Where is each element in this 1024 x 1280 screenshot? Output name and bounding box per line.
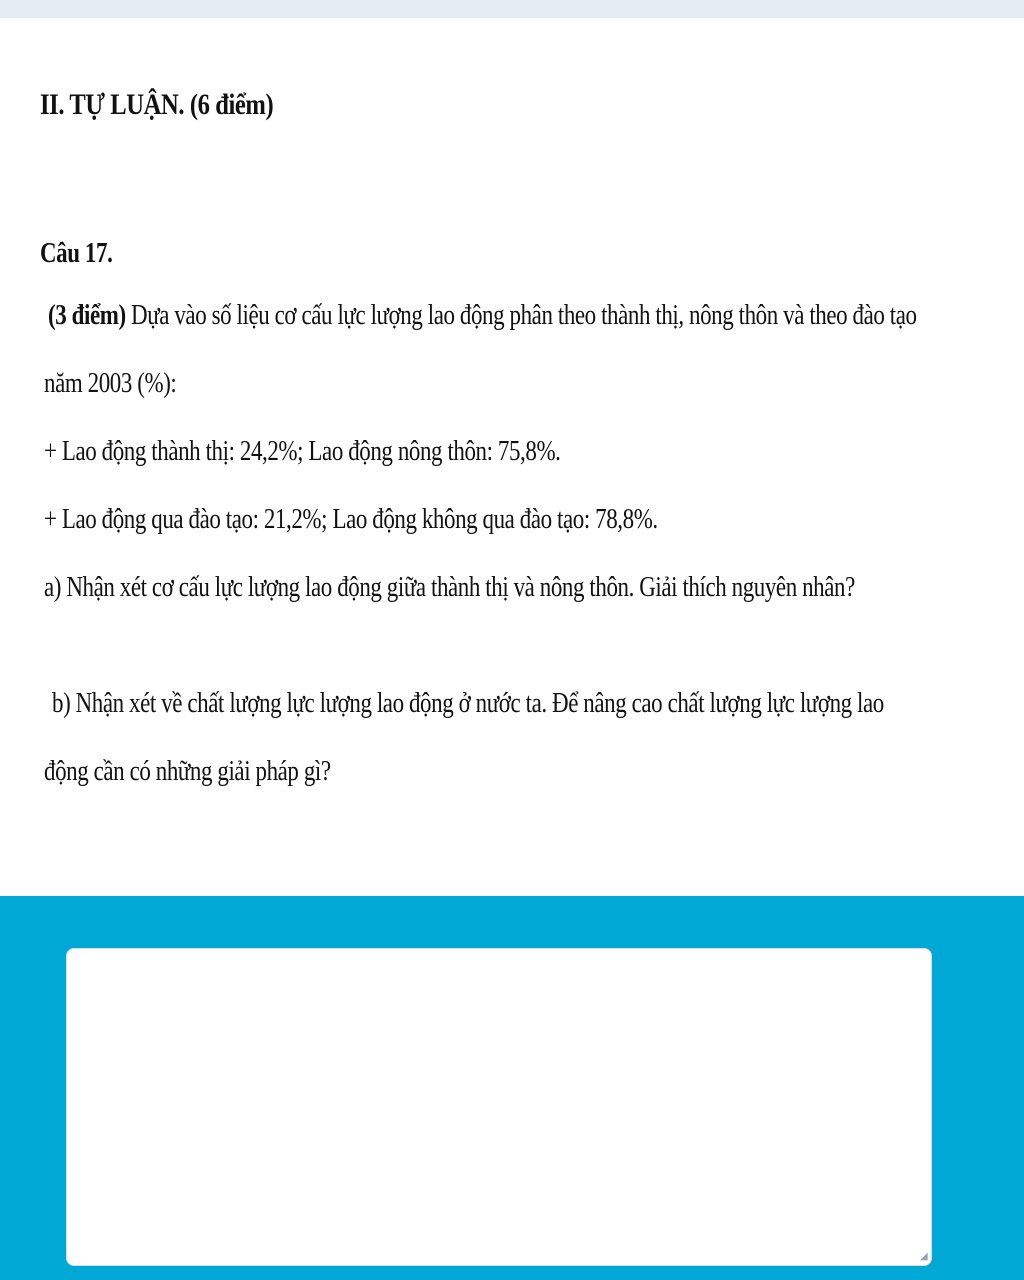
answer-input[interactable] <box>66 948 932 1266</box>
question-part-a: a) Nhận xét cơ cấu lực lượng lao động giữa thành thị và nông thôn. Giải thích nguyên nhân? <box>44 572 855 603</box>
intro-text: Dựa vào số liệu cơ cấu lực lượng lao động phân theo thành thị, nông thôn và theo đào tạo <box>125 300 917 331</box>
question-intro-line-2: năm 2003 (%): <box>44 368 177 399</box>
question-title: Câu 17. <box>40 238 113 269</box>
question-part-b-line-1: b) Nhận xét về chất lượng lực lượng lao động ở nước ta. Để nâng cao chất lượng lực lượng lao <box>52 688 884 719</box>
top-toolbar-strip <box>0 0 1024 19</box>
question-intro-line-1 <box>48 300 917 332</box>
data-line-training: + Lao động qua đào tạo: 21,2%; Lao động không qua đào tạo: 78,8%. <box>44 504 658 535</box>
data-line-urban-rural: + Lao động thành thị: 24,2%; Lao động nông thôn: 75,8%. <box>44 436 561 467</box>
section-title: II. TỰ LUẬN. (6 điểm) <box>40 88 274 121</box>
answer-panel <box>0 896 1024 1280</box>
question-part-b-line-2: động cần có những giải pháp gì? <box>44 756 331 787</box>
points-label: (3 điểm) <box>48 300 126 331</box>
question-document <box>0 18 1024 896</box>
resize-grip-icon[interactable]: ◢ <box>920 1251 928 1262</box>
